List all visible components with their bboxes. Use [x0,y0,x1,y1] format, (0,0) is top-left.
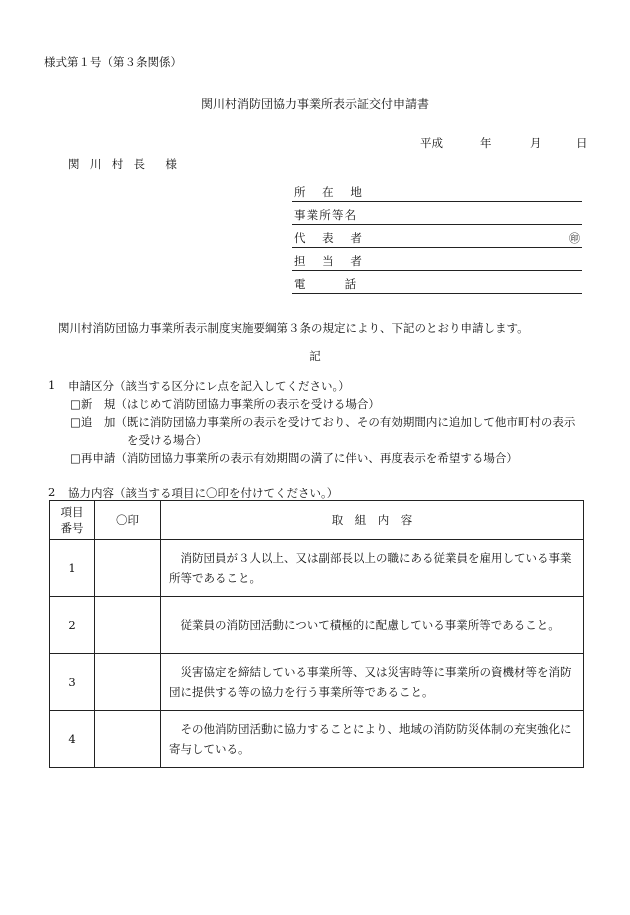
table-row [50,540,584,597]
addressee [68,156,177,172]
row-number: 2 [50,597,95,654]
row-content: その他消防団活動に協力することにより、地域の消防防災体制の充実強化に寄与している。 [161,711,584,768]
row-number: 1 [50,540,95,597]
header-item-number: 項目 番号 [50,501,95,540]
cooperation-table [49,500,584,768]
table-row [50,654,584,711]
field-office-name[interactable] [292,207,582,225]
option-add[interactable] [70,414,575,430]
field-representative[interactable] [292,230,582,248]
header-content: 取 組 内 容 [161,501,584,540]
field-label-phone: 電話 [294,277,396,291]
field-label-representative: 代表者 [294,231,379,245]
form-number: 様式第１号（第３条関係） [44,55,182,69]
table-row [50,711,584,768]
intro-text: 関川村消防団協力事業所表示制度実施要綱第３条の規定により、下記のとおり申請します。 [58,321,529,335]
section2-number: 2 [48,485,56,499]
date-day: 日 [576,136,588,150]
option-add-text-cont: を受ける場合） [127,433,208,447]
section2-title: 協力内容（該当する項目に〇印を付けてください。） [68,486,339,500]
row-number: 3 [50,654,95,711]
document-title: 関川村消防団協力事業所表示証交付申請書 [200,97,429,111]
field-contact-person[interactable] [292,253,582,271]
date-month: 月 [530,136,542,150]
addressee-honorific: 様 [165,157,177,171]
row-content: 従業員の消防団活動について積極的に配慮している事業所等であること。 [161,597,584,654]
date-era: 平成 [420,136,443,150]
field-label-office-name: 事業所等名 [294,208,358,222]
field-label-address: 所在地 [294,185,379,199]
seal-mark: ㊞ [569,232,580,245]
table-row [50,597,584,654]
option-reapply[interactable] [70,450,518,466]
field-address[interactable] [292,184,582,202]
option-add-text: （既に消防団協力事業所の表示を受けており、その有効期間内に追加して他市町村の表示 [115,415,576,429]
section1-title: 申請区分（該当する区分にレ点を記入してください。） [68,379,350,393]
row-mark-cell[interactable] [95,540,161,597]
option-add-label: □追 加 [70,415,116,429]
option-reapply-label: □再申請 [70,451,116,465]
row-number: 4 [50,711,95,768]
field-phone[interactable] [292,276,582,294]
option-new[interactable] [70,396,380,412]
row-content: 消防団員が３人以上、又は副部長以上の職にある従業員を雇用している事業所等であること。 [161,540,584,597]
option-new-label: □新 規 [70,397,116,411]
section1-number: 1 [48,378,56,392]
addressee-name: 関川村長 [68,157,156,171]
field-label-contact-person: 担当者 [294,254,379,268]
row-mark-cell[interactable] [95,597,161,654]
ki-heading: 記 [309,349,321,363]
table-header-row [50,501,584,540]
row-mark-cell[interactable] [95,711,161,768]
row-content: 災害協定を締結している事業所等、又は災害時等に事業所の資機材等を消防団に提供する等の協力を行う事業所等であること。 [161,654,584,711]
option-new-text: （はじめて消防団協力事業所の表示を受ける場合） [115,397,380,411]
row-mark-cell[interactable] [95,654,161,711]
header-mark: 〇印 [95,501,161,540]
option-reapply-text: （消防団協力事業所の表示有効期間の満了に伴い、再度表示を希望する場合） [115,451,518,465]
date-year: 年 [480,136,492,150]
